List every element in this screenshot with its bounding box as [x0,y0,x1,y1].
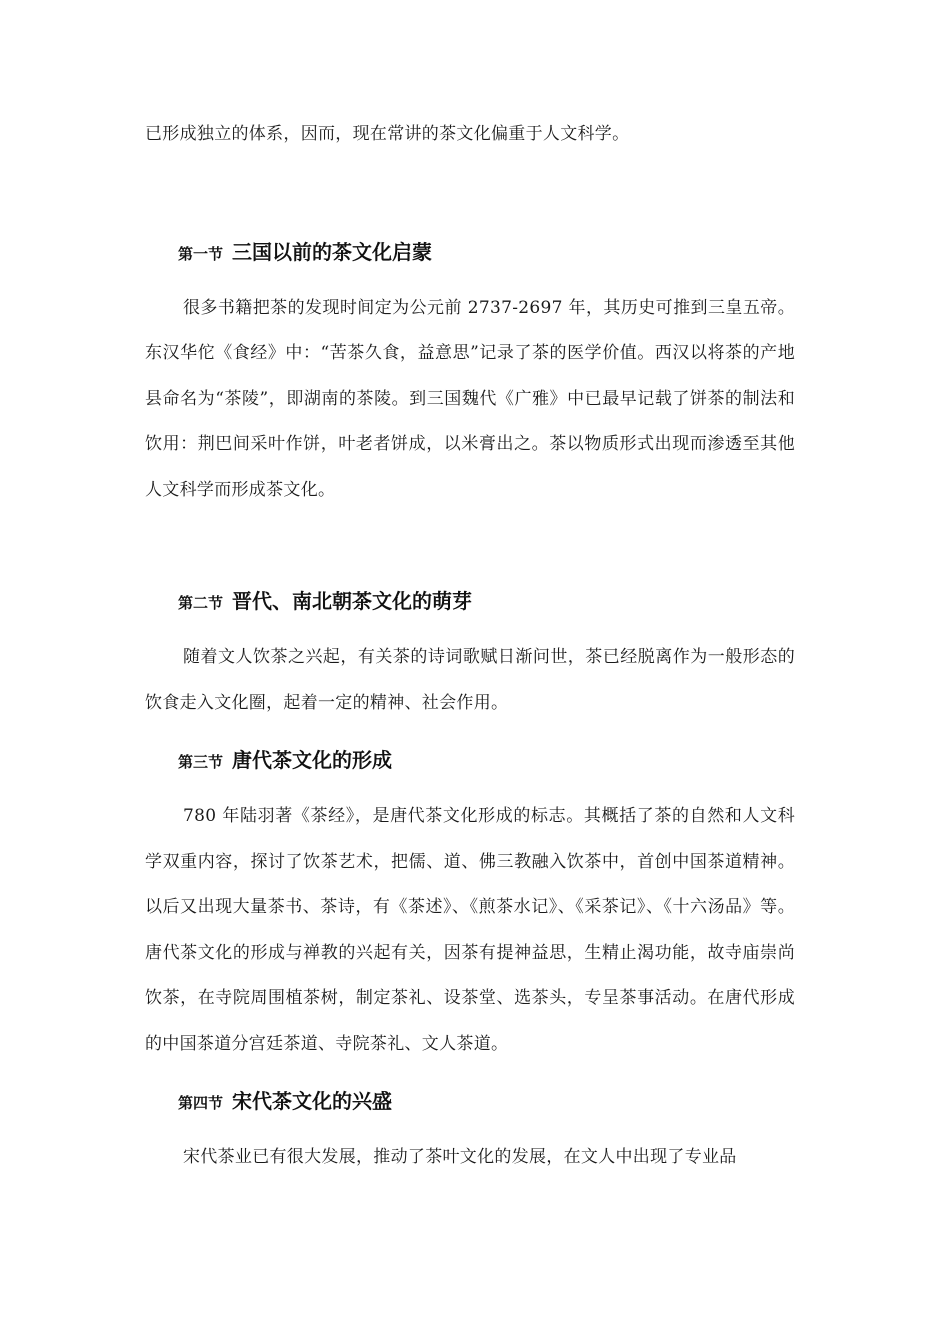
spacer [145,625,795,635]
spacer [145,1067,795,1085]
intro-paragraph-tail: 已形成独立的体系，因而，现在常讲的茶文化偏重于人文科学。 [145,124,630,144]
spacer [145,276,795,286]
section-title: 宋代茶文化的兴盛 [232,1089,393,1113]
spacer [145,784,795,794]
section-body-2: 随着文人饮茶之兴起，有关茶的诗词歌赋日渐问世，茶已经脱离作为一般形态的饮食走入文化圈，起着一定的精神、社会作用。 [145,647,795,713]
section-number: 第三节 [178,753,224,771]
section-number: 第一节 [178,244,224,263]
section-heading-1 [145,236,795,276]
section-body-4: 宋代茶业已有很大发展，推动了茶叶文化的发展，在文人中出现了专业品 [183,1147,737,1167]
section-heading-2 [145,585,795,625]
spacer [145,158,795,236]
section-heading-4 [145,1085,795,1125]
spacer [145,513,795,585]
section-title: 唐代茶文化的形成 [232,748,393,772]
section-body-3: 780 年陆羽著《茶经》，是唐代茶文化形成的标志。其概括了茶的自然和人文科学双重内容，探讨了饮茶艺术，把儒、道、佛三教融入饮茶中，首创中国茶道精神。以后又出现大量茶书、茶诗，有《茶述》、《煎茶水记》、《采茶记》、《十六汤品》等。唐代茶文化的形成与禅教的兴起有关，因茶有提神益思，生精止渴功能，故寺庙崇尚饮茶，在寺院周围植茶树，制定茶礼、设茶堂、选茶头，专呈茶事活动。在唐代形成的中国茶道分宫廷茶道、寺院茶礼、文人茶道。 [145,806,795,1054]
spacer [145,726,795,744]
section-heading-3 [145,744,795,784]
section-number: 第四节 [178,1094,224,1112]
spacer [145,1125,795,1135]
section-body-1: 很多书籍把茶的发现时间定为公元前 2737-2697 年，其历史可推到三皇五帝。东汉华佗《食经》中：“苦茶久食，益意思”记录了茶的医学价值。西汉以将茶的产地县命名为“茶陵”，即湖南的茶陵。到三国魏代《广雅》中已最早记载了饼茶的制法和饮用：荆巴间采叶作饼，叶老者饼成，以米膏出之。茶以物质形式出现而渗透至其他人文科学而形成茶文化。 [145,297,795,500]
section-title: 三国以前的茶文化启蒙 [232,239,433,264]
section-title: 晋代、南北朝茶文化的萌芽 [232,589,473,613]
section-number: 第二节 [178,594,224,612]
